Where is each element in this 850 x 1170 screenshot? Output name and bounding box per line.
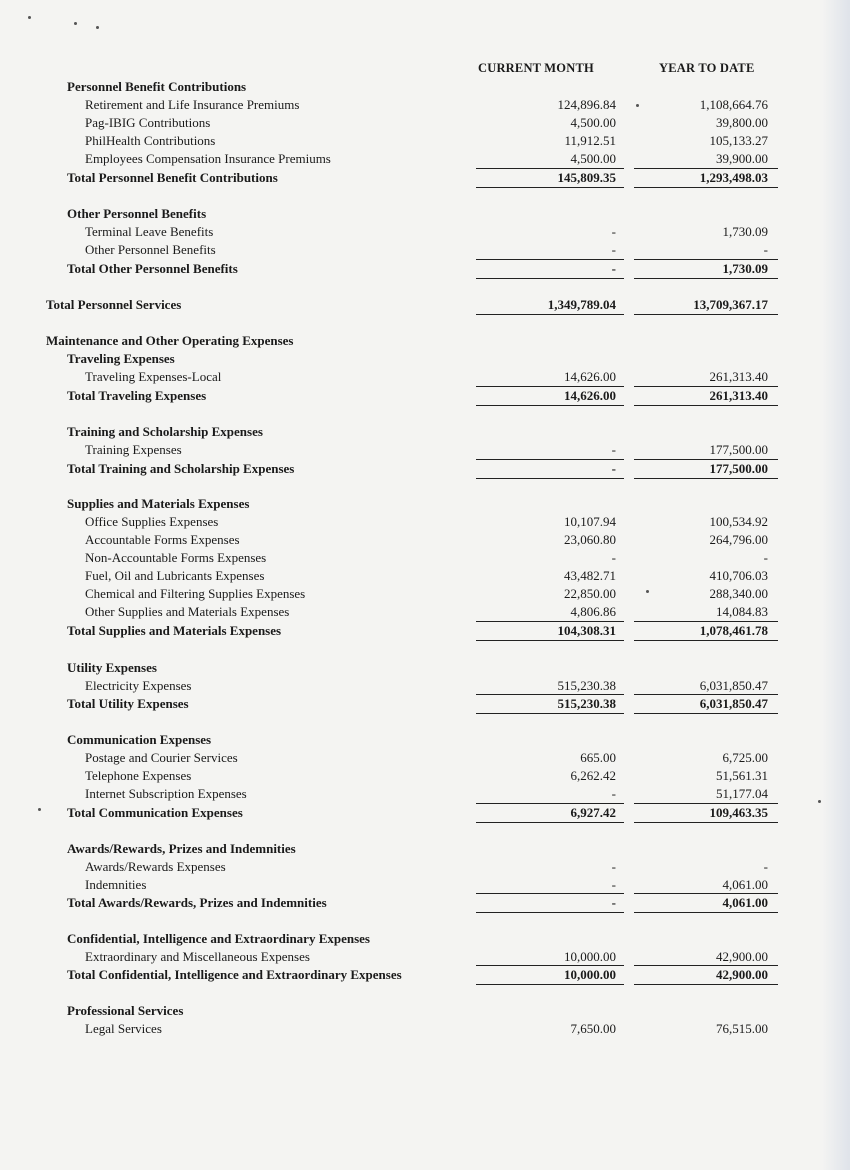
current-month-value: - [611, 550, 616, 565]
current-month-value: - [611, 442, 616, 457]
current-month-value: 4,806.86 [570, 604, 616, 619]
row-label: Total Other Personnel Benefits [67, 261, 238, 276]
year-to-date-value: 6,031,850.47 [699, 696, 768, 711]
total-underline [634, 405, 778, 406]
line-item [0, 132, 850, 150]
row-label: Pag-IBIG Contributions [85, 115, 211, 130]
row-label: Extraordinary and Miscellaneous Expenses [85, 949, 310, 964]
year-to-date-value: 39,800.00 [716, 115, 768, 130]
total-underline [476, 478, 624, 479]
row-label: Utility Expenses [67, 660, 157, 675]
current-month-value: 14,626.00 [564, 369, 616, 384]
section-heading [0, 930, 850, 948]
row-label: Total Personnel Benefit Contributions [67, 170, 278, 185]
year-to-date-value: 1,730.09 [722, 224, 768, 239]
row-label: Employees Compensation Insurance Premiums [85, 151, 331, 166]
year-to-date-value: 1,078,461.78 [699, 623, 768, 638]
row-label: Other Personnel Benefits [85, 242, 216, 257]
row-label: Office Supplies Expenses [85, 514, 219, 529]
row-label: Traveling Expenses [67, 351, 175, 366]
total-underline [476, 187, 624, 188]
line-item [0, 150, 850, 168]
total-row [0, 695, 850, 713]
year-to-date-value: 1,293,498.03 [699, 170, 768, 185]
row-label: Retirement and Life Insurance Premiums [85, 97, 300, 112]
scan-speck [818, 800, 821, 803]
row-label: Total Personnel Services [46, 297, 182, 312]
current-month-value: - [611, 895, 616, 910]
current-month-value: 4,500.00 [570, 151, 616, 166]
year-to-date-value: 261,313.40 [709, 369, 768, 384]
line-item [0, 677, 850, 695]
line-item [0, 767, 850, 785]
current-month-value: 10,000.00 [564, 949, 616, 964]
row-label: Total Confidential, Intelligence and Extraordinary Expenses [67, 967, 402, 982]
section-heading [0, 495, 850, 513]
row-label: Chemical and Filtering Supplies Expenses [85, 586, 306, 601]
total-row [0, 894, 850, 912]
current-month-value: - [611, 224, 616, 239]
row-label: Total Utility Expenses [67, 696, 189, 711]
section-heading [0, 659, 850, 677]
current-month-value: - [611, 242, 616, 257]
year-to-date-value: 177,500.00 [709, 442, 768, 457]
year-to-date-value: 410,706.03 [709, 568, 768, 583]
year-to-date-value: 261,313.40 [709, 388, 768, 403]
current-month-value: 10,000.00 [564, 967, 616, 982]
total-underline [476, 314, 624, 315]
current-month-value: 515,230.38 [557, 678, 616, 693]
year-to-date-value: 51,561.31 [716, 768, 768, 783]
total-underline [476, 984, 624, 985]
year-to-date-value: 6,725.00 [722, 750, 768, 765]
line-item [0, 585, 850, 603]
current-month-value: 145,809.35 [557, 170, 616, 185]
year-to-date-value: 4,061.00 [722, 877, 768, 892]
current-month-value: 14,626.00 [564, 388, 616, 403]
total-underline [476, 405, 624, 406]
line-item [0, 948, 850, 966]
current-month-value: - [611, 859, 616, 874]
row-label: Personnel Benefit Contributions [67, 79, 247, 94]
total-underline [634, 640, 778, 641]
grand-total-row [0, 296, 850, 314]
current-month-value: 23,060.80 [564, 532, 616, 547]
row-label: Training Expenses [85, 442, 182, 457]
year-to-date-value: 39,900.00 [716, 151, 768, 166]
section-heading [0, 840, 850, 858]
row-label: Total Traveling Expenses [67, 388, 207, 403]
row-label: Maintenance and Other Operating Expenses [46, 333, 294, 348]
current-month-value: 7,650.00 [570, 1021, 616, 1036]
line-item [0, 223, 850, 241]
year-to-date-value: - [763, 242, 768, 257]
total-underline [476, 822, 624, 823]
section-heading [0, 350, 850, 368]
row-label: PhilHealth Contributions [85, 133, 216, 148]
row-label: Communication Expenses [67, 732, 212, 747]
row-label: Electricity Expenses [85, 678, 192, 693]
current-month-value: - [611, 786, 616, 801]
total-underline [634, 314, 778, 315]
current-month-value: 1,349,789.04 [547, 297, 616, 312]
row-label: Confidential, Intelligence and Extraordinary Expenses [67, 931, 370, 946]
row-label: Awards/Rewards, Prizes and Indemnities [67, 841, 296, 856]
row-label: Training and Scholarship Expenses [67, 424, 263, 439]
row-label: Postage and Courier Services [85, 750, 238, 765]
line-item [0, 531, 850, 549]
current-month-value: 4,500.00 [570, 115, 616, 130]
line-item [0, 368, 850, 386]
row-label: Internet Subscription Expenses [85, 786, 247, 801]
year-to-date-value: 1,108,664.76 [699, 97, 768, 112]
year-to-date-value: - [763, 550, 768, 565]
total-underline [476, 713, 624, 714]
line-item [0, 241, 850, 259]
row-label: Supplies and Materials Expenses [67, 496, 250, 511]
total-row [0, 460, 850, 478]
column-header-current-month: CURRENT MONTH [478, 61, 594, 75]
row-label: Non-Accountable Forms Expenses [85, 550, 267, 565]
total-underline [634, 187, 778, 188]
year-to-date-value: 264,796.00 [709, 532, 768, 547]
year-to-date-value: 14,084.83 [716, 604, 768, 619]
row-label: Awards/Rewards Expenses [85, 859, 226, 874]
row-label: Professional Services [67, 1003, 184, 1018]
scan-speck [28, 16, 31, 19]
row-label: Fuel, Oil and Lubricants Expenses [85, 568, 265, 583]
line-item [0, 567, 850, 585]
line-item [0, 114, 850, 132]
row-label: Total Supplies and Materials Expenses [67, 623, 282, 638]
column-header-year-to-date: YEAR TO DATE [659, 61, 755, 75]
total-underline [634, 822, 778, 823]
row-label: Other Personnel Benefits [67, 206, 207, 221]
year-to-date-value: - [763, 859, 768, 874]
row-label: Traveling Expenses-Local [85, 369, 222, 384]
section-heading [0, 731, 850, 749]
row-label: Accountable Forms Expenses [85, 532, 240, 547]
total-row [0, 622, 850, 640]
current-month-value: 6,927.42 [570, 805, 616, 820]
current-month-value: - [611, 261, 616, 276]
line-item [0, 1020, 850, 1038]
current-month-value: - [611, 461, 616, 476]
line-item [0, 785, 850, 803]
line-item [0, 549, 850, 567]
line-item [0, 876, 850, 894]
current-month-value: 665.00 [580, 750, 616, 765]
section-heading [0, 205, 850, 223]
scan-speck [96, 26, 99, 29]
total-row [0, 966, 850, 984]
section-heading [0, 423, 850, 441]
year-to-date-value: 100,534.92 [709, 514, 768, 529]
year-to-date-value: 1,730.09 [722, 261, 768, 276]
year-to-date-value: 288,340.00 [709, 586, 768, 601]
scan-speck [38, 808, 41, 811]
section-heading [0, 1002, 850, 1020]
year-to-date-value: 42,900.00 [716, 967, 768, 982]
line-item [0, 513, 850, 531]
line-item [0, 96, 850, 114]
total-row [0, 260, 850, 278]
line-item [0, 858, 850, 876]
year-to-date-value: 177,500.00 [709, 461, 768, 476]
total-row [0, 804, 850, 822]
year-to-date-value: 4,061.00 [722, 895, 768, 910]
row-label: Indemnities [85, 877, 147, 892]
year-to-date-value: 13,709,367.17 [693, 297, 768, 312]
row-label: Total Awards/Rewards, Prizes and Indemnities [67, 895, 327, 910]
scan-speck [636, 104, 639, 107]
current-month-value: 43,482.71 [564, 568, 616, 583]
current-month-value: 6,262.42 [570, 768, 616, 783]
current-month-value: 11,912.51 [564, 133, 616, 148]
total-underline [634, 912, 778, 913]
line-item [0, 749, 850, 767]
year-to-date-value: 42,900.00 [716, 949, 768, 964]
current-month-value: 22,850.00 [564, 586, 616, 601]
current-month-value: 124,896.84 [557, 97, 616, 112]
section-heading [0, 78, 850, 96]
total-underline [634, 278, 778, 279]
current-month-value: - [611, 877, 616, 892]
row-label: Total Training and Scholarship Expenses [67, 461, 295, 476]
year-to-date-value: 51,177.04 [716, 786, 768, 801]
section-heading [0, 332, 850, 350]
current-month-value: 10,107.94 [564, 514, 616, 529]
year-to-date-value: 105,133.27 [709, 133, 768, 148]
row-label: Other Supplies and Materials Expenses [85, 604, 290, 619]
total-underline [634, 984, 778, 985]
row-label: Legal Services [85, 1021, 162, 1036]
row-label: Terminal Leave Benefits [85, 224, 214, 239]
total-underline [476, 640, 624, 641]
current-month-value: 515,230.38 [557, 696, 616, 711]
total-underline [634, 478, 778, 479]
year-to-date-value: 6,031,850.47 [699, 678, 768, 693]
line-item [0, 603, 850, 621]
total-underline [476, 912, 624, 913]
row-label: Total Communication Expenses [67, 805, 243, 820]
total-underline [634, 713, 778, 714]
year-to-date-value: 109,463.35 [709, 805, 768, 820]
total-row [0, 169, 850, 187]
total-row [0, 387, 850, 405]
row-label: Telephone Expenses [85, 768, 192, 783]
scan-speck [74, 22, 77, 25]
year-to-date-value: 76,515.00 [716, 1021, 768, 1036]
scan-speck [646, 590, 649, 593]
current-month-value: 104,308.31 [557, 623, 616, 638]
total-underline [476, 278, 624, 279]
line-item [0, 441, 850, 459]
